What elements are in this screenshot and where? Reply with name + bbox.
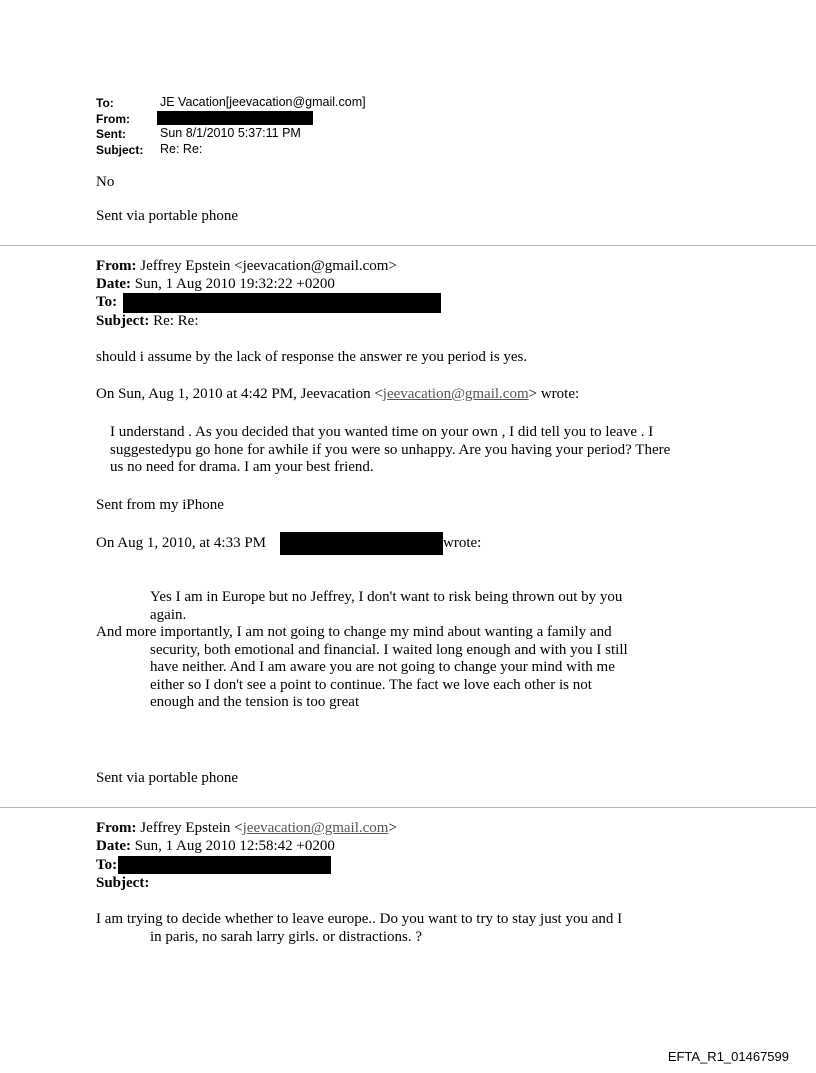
subject-label: Subject:	[96, 143, 144, 157]
redaction-box	[118, 856, 331, 874]
quoted-reply	[110, 424, 670, 477]
subject-label: Subject:	[96, 313, 150, 329]
nested-quote	[0, 589, 816, 712]
to-label: To:	[96, 96, 114, 110]
date-value: Sun, 1 Aug 2010 19:32:22 +0200	[134, 276, 335, 292]
quoted-line: us no need for drama. I am your best friend.	[110, 459, 374, 475]
from-line	[96, 820, 397, 837]
from-line	[96, 258, 397, 275]
subject-line	[96, 875, 149, 892]
quote-intro	[96, 386, 579, 403]
from-value: Jeffrey Epstein <jeevacation@gmail.com>	[140, 258, 397, 274]
email2-signature: Sent via portable phone	[96, 770, 239, 786]
sent-value: Sun 8/1/2010 5:37:11 PM	[160, 126, 301, 140]
email3-body	[0, 911, 816, 946]
date-line	[96, 276, 335, 293]
redaction-box	[280, 532, 443, 555]
nested-line: again.	[150, 606, 187, 623]
subject-label: Subject:	[96, 875, 150, 891]
redaction-box	[123, 293, 441, 313]
from-label: From:	[96, 112, 130, 126]
nested-line: either so I don't see a point to continue. The fact we love each other is not	[150, 676, 592, 693]
separator-rule	[0, 807, 816, 808]
nested-line: have neither. And I am aware you are not going to change your mind with me	[150, 659, 615, 675]
date-label: Date:	[96, 838, 131, 854]
to-label: To:	[96, 294, 118, 310]
date-value: Sun, 1 Aug 2010 12:58:42 +0200	[134, 838, 335, 854]
subject-value: Re: Re:	[160, 142, 203, 156]
email-link[interactable]: jeevacation@gmail.com	[242, 820, 389, 836]
email2-body: should i assume by the lack of response the answer re you period is yes.	[96, 349, 528, 365]
subject-line	[96, 313, 199, 330]
nested-intro-suffix: wrote:	[443, 535, 482, 551]
to-line	[96, 857, 117, 874]
subject-value: Re: Re:	[153, 313, 199, 329]
email1-signature: Sent via portable phone	[96, 208, 239, 224]
quoted-line: I understand . As you decided that you wanted time on your own , I did tell you to leave . I	[110, 424, 654, 440]
separator-rule	[0, 245, 816, 246]
email1-body: No	[96, 174, 115, 190]
from-label: From:	[96, 820, 137, 836]
email-link[interactable]: jeevacation@gmail.com	[382, 386, 529, 402]
to-value: JE Vacation[jeevacation@gmail.com]	[160, 95, 366, 109]
nested-line: And more importantly, I am not going to change my mind about wanting a family and	[96, 624, 612, 640]
sent-label: Sent:	[96, 127, 126, 141]
to-line	[96, 294, 117, 311]
quoted-line: suggestedypu go hone for awhile if you were so unhappy. Are you having your period? There	[110, 441, 671, 458]
from-label: From:	[96, 258, 137, 274]
from-suffix: >	[388, 820, 397, 836]
iphone-signature: Sent from my iPhone	[96, 497, 224, 513]
nested-line: security, both emotional and financial. I waited long enough and with you I still	[150, 641, 628, 658]
to-label: To:	[96, 857, 118, 873]
bates-number: EFTA_R1_01467599	[667, 1049, 789, 1064]
date-line	[96, 838, 335, 855]
nested-intro-prefix: On Aug 1, 2010, at 4:33 PM	[96, 535, 267, 551]
nested-line: Yes I am in Europe but no Jeffrey, I don't want to risk being thrown out by you	[150, 589, 623, 605]
quote-intro-suffix: > wrote:	[528, 386, 580, 402]
from-name: Jeffrey Epstein <	[140, 820, 243, 836]
body-line: in paris, no sarah larry girls. or distractions. ?	[150, 928, 423, 945]
date-label: Date:	[96, 276, 131, 292]
body-line: I am trying to decide whether to leave europe.. Do you want to try to stay just you and I	[96, 911, 623, 927]
nested-line: enough and the tension is too great	[150, 694, 360, 710]
quote-intro-text: On Sun, Aug 1, 2010 at 4:42 PM, Jeevacation <	[96, 386, 383, 402]
redaction-box	[157, 111, 313, 125]
